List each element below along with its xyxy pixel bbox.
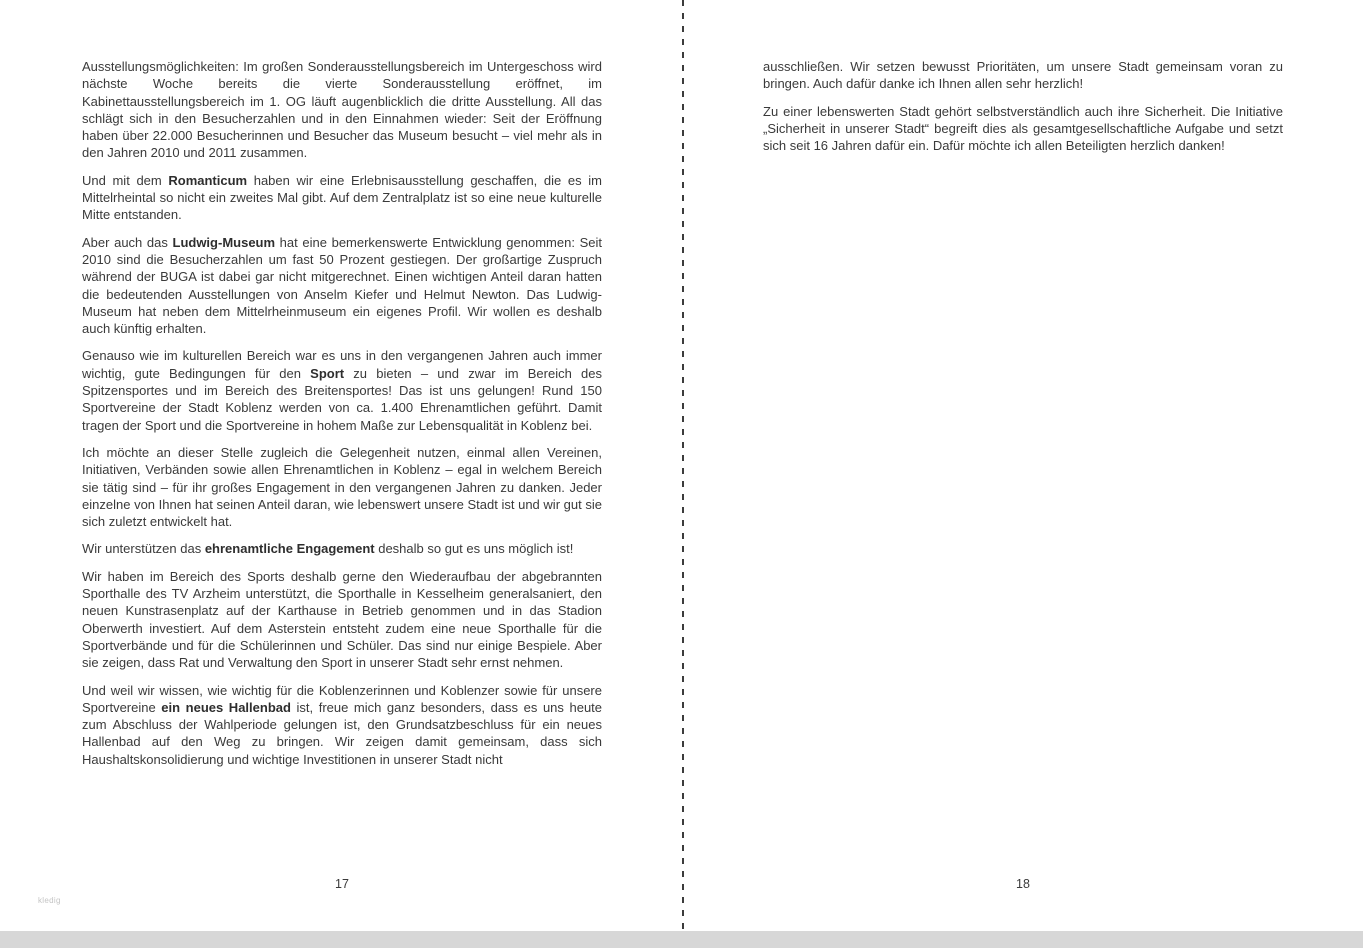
body-text: Und mit dem xyxy=(82,172,169,188)
paragraph xyxy=(82,234,602,338)
paragraph xyxy=(82,682,602,768)
bold-text: Romanticum xyxy=(168,172,248,188)
body-text: Wir haben im Bereich des Sports deshalb gerne den Wiederaufbau der abgebrannten Sporthalle des TV Arzheim unterstützt, die Sporthalle in Kesselheim generalsaniert, den neuen Kunstrasenplatz auf der Karthause in Betrieb genommen und in das Stadion Oberwerth investiert. Auf dem Asterstein entsteht zudem eine neue Sporthalle für die Sportverbände und für die Schülerinnen und Schüler. Das sind nur einige Bespiele. Aber sie zeigen, dass Rat und Verwaltung den Sport in unserer Stadt sehr ernst nehmen. xyxy=(82,568,602,671)
body-text: Ich möchte an dieser Stelle zugleich die Gelegenheit nutzen, einmal allen Vereinen, Initiativen, Verbänden sowie allen Ehrenamtlichen in Koblenz – egal in welchem Bereich sie tätig sind – für ihr großes Engagement in den vergangenen Jahren zu danken. Jeder einzelne von Ihnen hat seinen Anteil daran, wie lebenswert unsere Stadt ist und wir gut sie sich zuletzt entwickelt hat. xyxy=(82,444,602,530)
paragraph xyxy=(82,540,602,557)
bold-text: Ludwig-Museum xyxy=(172,234,276,250)
left-page-paragraphs xyxy=(82,58,602,778)
body-text: deshalb so gut es uns möglich ist! xyxy=(374,541,574,557)
body-text: ist, freue mich ganz besonders, dass es uns heute zum Abschluss der Wahlperiode gelungen ist, den Grundsatzbeschluss für ein neues Hallenbad auf den Weg zu bringen. Wir zeigen damit gemeinsam, dass sich Haushaltskonsolidierung und wichtige Investitionen in unserer Stadt nicht xyxy=(82,699,603,767)
paragraph xyxy=(82,172,602,224)
bold-text: Sport xyxy=(310,365,345,381)
body-text: ausschließen. Wir setzen bewusst Prioritäten, um unsere Stadt gemeinsam voran zu bringen. Auch dafür danke ich Ihnen allen sehr herzlich! xyxy=(763,59,1283,92)
body-text: Genauso wie im kulturellen Bereich war es uns in den vergangenen Jahren auch immer wichtig, gute Bedingungen für den xyxy=(82,348,602,381)
paragraph xyxy=(82,58,602,162)
body-text: zu bieten – und zwar im Bereich des Spitzensportes und im Bereich des Breitensportes! Das ist uns gelungen! Rund 150 Sportvereine der Stadt Koblenz werden von ca. 1.400 Ehrenamtlichen geführt. Damit tragen der Sport und die Sportvereine in hohem Maße zur Lebensqualität in Koblenz bei. xyxy=(82,365,602,433)
page-number-left: 17 xyxy=(335,877,349,891)
paragraph xyxy=(763,103,1283,155)
right-page-paragraphs xyxy=(763,58,1283,164)
body-text: Zu einer lebenswerten Stadt gehört selbstverständlich auch ihre Sicherheit. Die Initiative „Sicherheit in unserer Stadt“ begreift dies als gesamtgesellschaftliche Aufgabe und setzt sich seit 16 Jahren dafür ein. Dafür möchte ich allen Beteiligten herzlich danken! xyxy=(763,103,1283,154)
body-text: Aber auch das xyxy=(82,234,173,250)
body-text: Und weil wir wissen, wie wichtig für die Koblenzerinnen und Koblenzer sowie für unsere Sportvereine xyxy=(82,682,602,715)
watermark-text: kledig xyxy=(38,896,61,905)
body-text: haben wir eine Erlebnisausstellung geschaffen, die es im Mittelrheintal so nicht ein zweites Mal gibt. Auf dem Zentralplatz ist so eine neue kulturelle Mitte entstanden. xyxy=(82,172,602,223)
page-divider-dashed-line xyxy=(682,0,684,931)
body-text: hat eine bemerkenswerte Entwicklung genommen: Seit 2010 sind die Besucherzahlen um fast 50 Prozent gestiegen. Der großartige Zuspruch während der BUGA ist dabei gar nicht mitgerechnet. Einen wichtigen Anteil daran hatten die bedeutenden Ausstellungen von Anselm Kiefer und Helmut Newton. Das Ludwig-Museum hat neben dem Mittelrheinmuseum ein eigenes Profil. Wir wollen es deshalb auch künftig erhalten. xyxy=(82,234,602,337)
paragraph xyxy=(82,347,602,433)
page-number-right: 18 xyxy=(1016,877,1030,891)
paragraph xyxy=(82,444,602,530)
bottom-gray-bar xyxy=(0,931,1363,948)
body-text: Wir unterstützen das xyxy=(82,541,205,557)
bold-text: ein neues Hallenbad xyxy=(161,699,291,715)
bold-text: ehrenamtliche Engagement xyxy=(204,541,375,557)
paragraph xyxy=(82,568,602,672)
paragraph xyxy=(763,58,1283,93)
body-text: Ausstellungsmöglichkeiten: Im großen Sonderausstellungsbereich im Untergeschoss wird nächste Woche bereits die vierte Sonderausstellung eröffnet, im Kabinettausstellungsbereich im 1. OG läuft augenblicklich die dritte Ausstellung. All das schlägt sich in den Besucherzahlen und in den Einnahmen wieder: Seit der Eröffnung haben über 22.000 Besucherinnen und Besucher das Museum besucht – viel mehr als in den Jahren 2010 und 2011 zusammen. xyxy=(82,59,602,161)
